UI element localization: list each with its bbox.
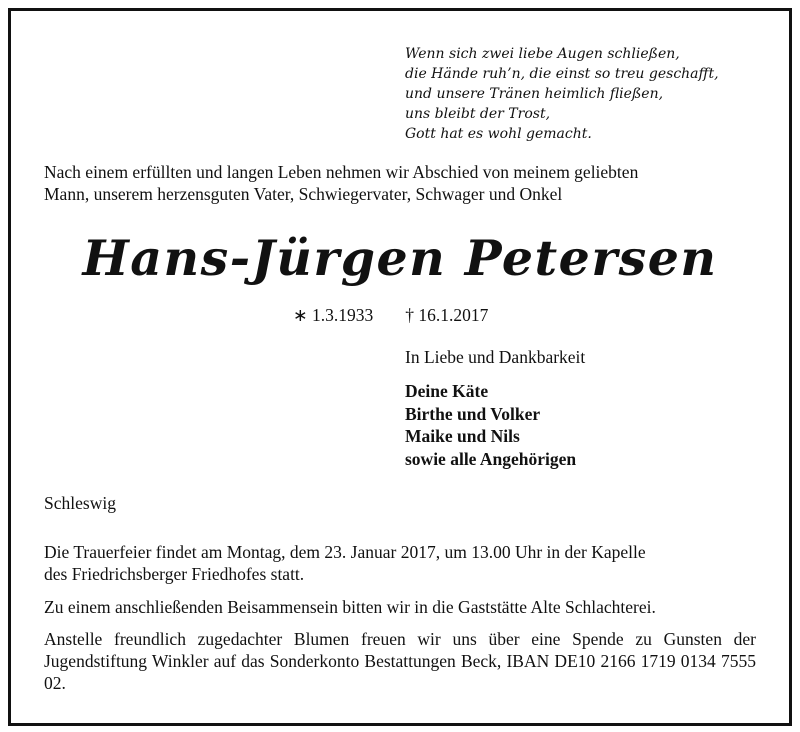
mourner-line: sowie alle Angehörigen <box>405 448 577 469</box>
deceased-name: Hans-Jürgen Petersen <box>82 229 718 287</box>
donation-notice: Anstelle freundlich zugedachter Blumen freuen wir uns über eine Spende zu Gunsten der Jugendstiftung Winkler auf das Sonderkonto Bestattungen Beck, IBAN DE10 2166 1719 0134 7555 02. <box>44 629 756 693</box>
mourner-line: Maike und Nils <box>405 426 520 446</box>
funeral-line: des Friedrichsberger Friedhofes statt. <box>44 564 305 584</box>
poem-line: die Hände ruh’n, die einst so treu geschafft, <box>405 66 719 82</box>
poem-line: Wenn sich zwei liebe Augen schließen, <box>405 46 680 62</box>
gathering-notice: Zu einem anschließenden Beisammensein bitten wir in die Gaststätte Alte Schlachterei. <box>44 597 656 617</box>
memorial-poem <box>405 44 719 144</box>
life-dates <box>293 304 488 326</box>
poem-line: uns bleibt der Trost, <box>405 106 551 122</box>
birth-date: ∗ 1.3.1933 <box>293 305 374 325</box>
mourner-line: Birthe und Volker <box>405 403 541 424</box>
mourners-list <box>405 380 576 470</box>
poem-line: und unsere Tränen heimlich fließen, <box>405 86 664 102</box>
place-name: Schleswig <box>44 493 116 513</box>
intro-line: Nach einem erfüllten und langen Leben nehmen wir Abschied von meinem geliebten <box>44 162 639 182</box>
intro-line: Mann, unserem herzensguten Vater, Schwiegervater, Schwager und Onkel <box>44 184 563 204</box>
intro-text <box>44 161 774 205</box>
funeral-notice <box>44 541 756 585</box>
mourner-line: Deine Käte <box>405 381 489 401</box>
poem-line: Gott hat es wohl gemacht. <box>405 126 592 142</box>
death-date: † 16.1.2017 <box>405 305 489 325</box>
funeral-line: Die Trauerfeier findet am Montag, dem 23. Januar 2017, um 13.00 Uhr in der Kapelle <box>44 542 646 562</box>
closing-phrase: In Liebe und Dankbarkeit <box>405 347 586 367</box>
